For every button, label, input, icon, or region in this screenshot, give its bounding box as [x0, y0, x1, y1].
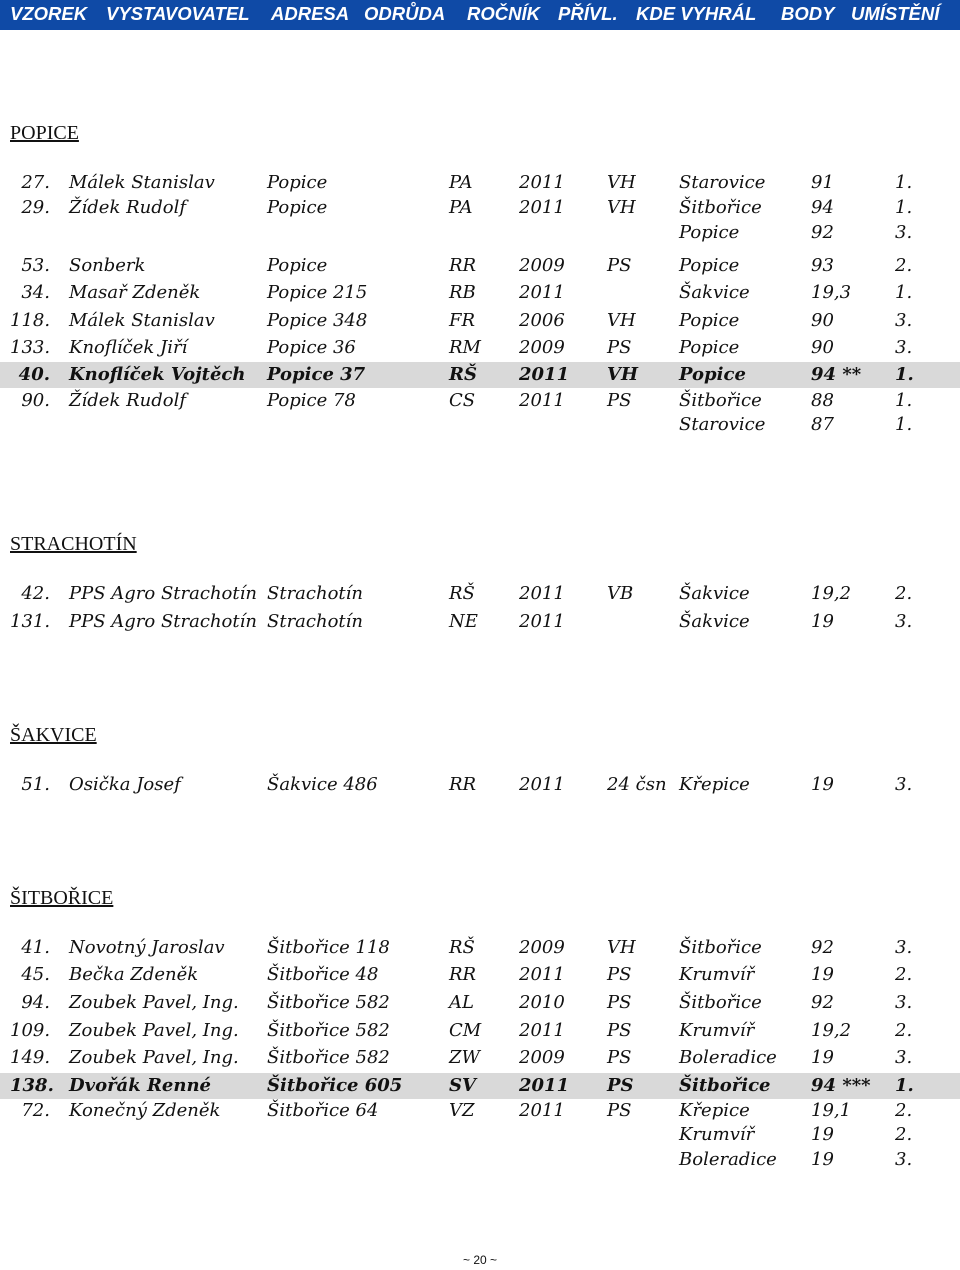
variety: PA — [449, 197, 473, 218]
header-sample: VZOREK — [10, 3, 88, 24]
sample-number: 51. — [21, 774, 50, 795]
table-header — [0, 0, 960, 30]
section-title: ŠITBOŘICE — [10, 887, 114, 909]
placement: 3. — [895, 337, 913, 358]
attribute: PS — [607, 390, 632, 411]
exhibitor-name: Žídek Rudolf — [69, 390, 186, 411]
vintage: 2010 — [519, 992, 565, 1013]
where-won: Šakvice — [679, 611, 750, 632]
variety: RB — [449, 282, 476, 303]
exhibitor-name: Málek Stanislav — [69, 172, 215, 193]
where-won: Krumvíř — [679, 1020, 755, 1041]
page-number: ~ 20 ~ — [462, 1253, 498, 1267]
where-won: Starovice — [679, 172, 766, 193]
sample-number: 45. — [21, 964, 50, 985]
points: 19 — [811, 1149, 834, 1170]
where-won: Boleradice — [679, 1149, 777, 1170]
vintage: 2011 — [519, 1020, 565, 1041]
sample-number: 149. — [10, 1047, 51, 1068]
address: Popice — [267, 172, 328, 193]
attribute: VH — [607, 310, 636, 331]
attribute: VH — [607, 197, 636, 218]
points: 93 — [811, 255, 834, 276]
address: Popice 37 — [267, 364, 366, 385]
placement: 1. — [895, 197, 913, 218]
table-row — [0, 220, 960, 246]
header-placement: UMÍSTĚNÍ — [851, 3, 940, 24]
table-row — [0, 1122, 960, 1148]
table-row — [0, 308, 960, 334]
variety: RM — [449, 337, 481, 358]
exhibitor-name: Dvořák Renné — [69, 1075, 211, 1096]
vintage: 2011 — [519, 964, 565, 985]
attribute: PS — [607, 1047, 632, 1068]
sample-number: 34. — [21, 282, 50, 303]
points: 19,1 — [811, 1100, 852, 1121]
variety: NE — [449, 611, 478, 632]
placement: 1. — [895, 364, 914, 385]
sample-number: 42. — [21, 583, 50, 604]
attribute: VH — [607, 172, 636, 193]
address: Šitbořice 605 — [267, 1075, 403, 1096]
variety: RR — [449, 774, 477, 795]
sample-number: 94. — [21, 992, 50, 1013]
vintage: 2009 — [519, 337, 565, 358]
vintage: 2009 — [519, 1047, 565, 1068]
header-vintage: ROČNÍK — [467, 3, 540, 24]
address: Šitbořice 582 — [267, 1020, 390, 1041]
attribute: PS — [607, 992, 632, 1013]
exhibitor-name: Novotný Jaroslav — [69, 937, 225, 958]
header-exhibitor: VYSTAVOVATEL — [106, 3, 250, 24]
address: Popice 348 — [267, 310, 368, 331]
placement: 3. — [895, 1047, 913, 1068]
vintage: 2011 — [519, 364, 570, 385]
placement: 1. — [895, 1075, 914, 1096]
exhibitor-name: Knoflíček Vojtěch — [69, 364, 246, 385]
variety: PA — [449, 172, 473, 193]
where-won: Šitbořice — [679, 992, 762, 1013]
address: Šitbořice 582 — [267, 992, 390, 1013]
where-won: Šitbořice — [679, 1075, 771, 1096]
placement: 2. — [895, 583, 913, 604]
sample-number: 138. — [10, 1075, 54, 1096]
table-row — [0, 253, 960, 279]
placement: 2. — [895, 1100, 913, 1121]
points: 90 — [811, 310, 834, 331]
table-row — [0, 609, 960, 635]
placement: 2. — [895, 964, 913, 985]
sample-number: 53. — [21, 255, 50, 276]
table-row — [0, 1018, 960, 1044]
address: Šitbořice 118 — [267, 937, 390, 958]
placement: 3. — [895, 222, 913, 243]
table-row — [0, 1045, 960, 1071]
sample-number: 27. — [21, 172, 50, 193]
variety: VZ — [449, 1100, 475, 1121]
attribute: PS — [607, 1075, 634, 1096]
where-won: Křepice — [679, 774, 750, 795]
placement: 1. — [895, 282, 913, 303]
variety: AL — [449, 992, 474, 1013]
table-row — [0, 170, 960, 196]
table-row — [0, 1098, 960, 1124]
address: Strachotín — [267, 611, 363, 632]
table-row — [0, 195, 960, 221]
exhibitor-name: Zoubek Pavel, Ing. — [69, 992, 239, 1013]
table-row — [0, 412, 960, 438]
address: Strachotín — [267, 583, 363, 604]
sample-number: 29. — [21, 197, 50, 218]
attribute: 24 čsn — [607, 774, 667, 795]
where-won: Popice — [679, 310, 740, 331]
where-won: Šitbořice — [679, 937, 762, 958]
vintage: 2006 — [519, 310, 565, 331]
where-won: Křepice — [679, 1100, 750, 1121]
where-won: Šitbořice — [679, 197, 762, 218]
placement: 2. — [895, 255, 913, 276]
exhibitor-name: Knoflíček Jiří — [69, 337, 188, 358]
table-row — [0, 335, 960, 361]
table-row — [0, 962, 960, 988]
table-row — [0, 772, 960, 798]
address: Popice 36 — [267, 337, 356, 358]
where-won: Popice — [679, 337, 740, 358]
placement: 1. — [895, 414, 913, 435]
placement: 3. — [895, 992, 913, 1013]
attribute: VH — [607, 364, 638, 385]
attribute: PS — [607, 337, 632, 358]
points: 19 — [811, 1047, 834, 1068]
attribute: PS — [607, 964, 632, 985]
address: Popice 215 — [267, 282, 368, 303]
points: 92 — [811, 222, 834, 243]
sample-number: 72. — [21, 1100, 50, 1121]
points: 94 — [811, 197, 834, 218]
where-won: Šitbořice — [679, 390, 762, 411]
table-row — [0, 990, 960, 1016]
variety: CM — [449, 1020, 482, 1041]
attribute: VB — [607, 583, 634, 604]
attribute: VH — [607, 937, 636, 958]
header-attribute: PŘÍVL. — [558, 3, 618, 24]
header-points: BODY — [781, 3, 835, 24]
placement: 3. — [895, 937, 913, 958]
where-won: Šakvice — [679, 282, 750, 303]
table-row — [0, 581, 960, 607]
points: 19 — [811, 1124, 834, 1145]
vintage: 2011 — [519, 390, 565, 411]
placement: 3. — [895, 310, 913, 331]
vintage: 2011 — [519, 172, 565, 193]
points: 19,2 — [811, 1020, 852, 1041]
points: 91 — [811, 172, 834, 193]
address: Šakvice 486 — [267, 774, 378, 795]
address: Popice 78 — [267, 390, 356, 411]
where-won: Popice — [679, 364, 746, 385]
exhibitor-name: Sonberk — [69, 255, 146, 276]
points: 92 — [811, 937, 834, 958]
variety: RR — [449, 964, 477, 985]
points: 19,3 — [811, 282, 852, 303]
section-title: STRACHOTÍN — [10, 533, 137, 555]
variety: ZW — [449, 1047, 481, 1068]
variety: RŠ — [449, 937, 475, 958]
address: Šitbořice 64 — [267, 1100, 379, 1121]
variety: SV — [449, 1075, 476, 1096]
placement: 1. — [895, 172, 913, 193]
attribute: PS — [607, 1020, 632, 1041]
sample-number: 41. — [21, 937, 50, 958]
points: 19 — [811, 964, 834, 985]
vintage: 2009 — [519, 937, 565, 958]
points: 19 — [811, 774, 834, 795]
exhibitor-name: Konečný Zdeněk — [69, 1100, 221, 1121]
vintage: 2011 — [519, 774, 565, 795]
where-won: Šakvice — [679, 583, 750, 604]
placement: 2. — [895, 1020, 913, 1041]
points: 87 — [811, 414, 834, 435]
address: Popice — [267, 197, 328, 218]
table-row — [0, 1073, 960, 1099]
sample-number: 133. — [10, 337, 51, 358]
section-title: ŠAKVICE — [10, 724, 97, 746]
points: 19 — [811, 611, 834, 632]
vintage: 2011 — [519, 282, 565, 303]
table-row — [0, 388, 960, 414]
variety: CS — [449, 390, 476, 411]
placement: 3. — [895, 774, 913, 795]
where-won: Krumvíř — [679, 1124, 755, 1145]
table-row — [0, 1147, 960, 1173]
header-variety: ODRŮDA — [364, 3, 446, 24]
points: 94 *** — [811, 1075, 871, 1096]
where-won: Popice — [679, 222, 740, 243]
variety: RŠ — [449, 583, 475, 604]
variety: FR — [449, 310, 476, 331]
table-row — [0, 280, 960, 306]
placement: 3. — [895, 1149, 913, 1170]
where-won: Popice — [679, 255, 740, 276]
vintage: 2011 — [519, 1100, 565, 1121]
variety: RR — [449, 255, 477, 276]
sample-number: 40. — [18, 364, 50, 385]
points: 88 — [811, 390, 834, 411]
points: 19,2 — [811, 583, 852, 604]
exhibitor-name: Osička Josef — [69, 774, 181, 795]
vintage: 2011 — [519, 197, 565, 218]
exhibitor-name: Bečka Zdeněk — [69, 964, 199, 985]
exhibitor-name: Zoubek Pavel, Ing. — [69, 1020, 239, 1041]
attribute: PS — [607, 1100, 632, 1121]
header-address: ADRESA — [271, 3, 350, 24]
section-title: POPICE — [10, 122, 79, 144]
address: Šitbořice 48 — [267, 964, 379, 985]
sample-number: 118. — [10, 310, 51, 331]
exhibitor-name: PPS Agro Strachotín — [69, 583, 257, 604]
points: 92 — [811, 992, 834, 1013]
sample-number: 90. — [21, 390, 50, 411]
placement: 3. — [895, 611, 913, 632]
variety: RŠ — [449, 364, 477, 385]
points: 94 ** — [811, 364, 862, 385]
table-row — [0, 362, 960, 388]
address: Šitbořice 582 — [267, 1047, 390, 1068]
placement: 1. — [895, 390, 913, 411]
where-won: Boleradice — [679, 1047, 777, 1068]
where-won: Starovice — [679, 414, 766, 435]
vintage: 2011 — [519, 611, 565, 632]
exhibitor-name: Masař Zdeněk — [69, 282, 201, 303]
where-won: Krumvíř — [679, 964, 755, 985]
header-where-won: KDE VYHRÁL — [636, 3, 757, 24]
exhibitor-name: Zoubek Pavel, Ing. — [69, 1047, 239, 1068]
address: Popice — [267, 255, 328, 276]
attribute: PS — [607, 255, 632, 276]
points: 90 — [811, 337, 834, 358]
exhibitor-name: Žídek Rudolf — [69, 197, 186, 218]
exhibitor-name: PPS Agro Strachotín — [69, 611, 257, 632]
vintage: 2011 — [519, 583, 565, 604]
vintage: 2011 — [519, 1075, 570, 1096]
table-row — [0, 935, 960, 961]
sample-number: 131. — [10, 611, 51, 632]
placement: 2. — [895, 1124, 913, 1145]
sample-number: 109. — [10, 1020, 51, 1041]
vintage: 2009 — [519, 255, 565, 276]
exhibitor-name: Málek Stanislav — [69, 310, 215, 331]
